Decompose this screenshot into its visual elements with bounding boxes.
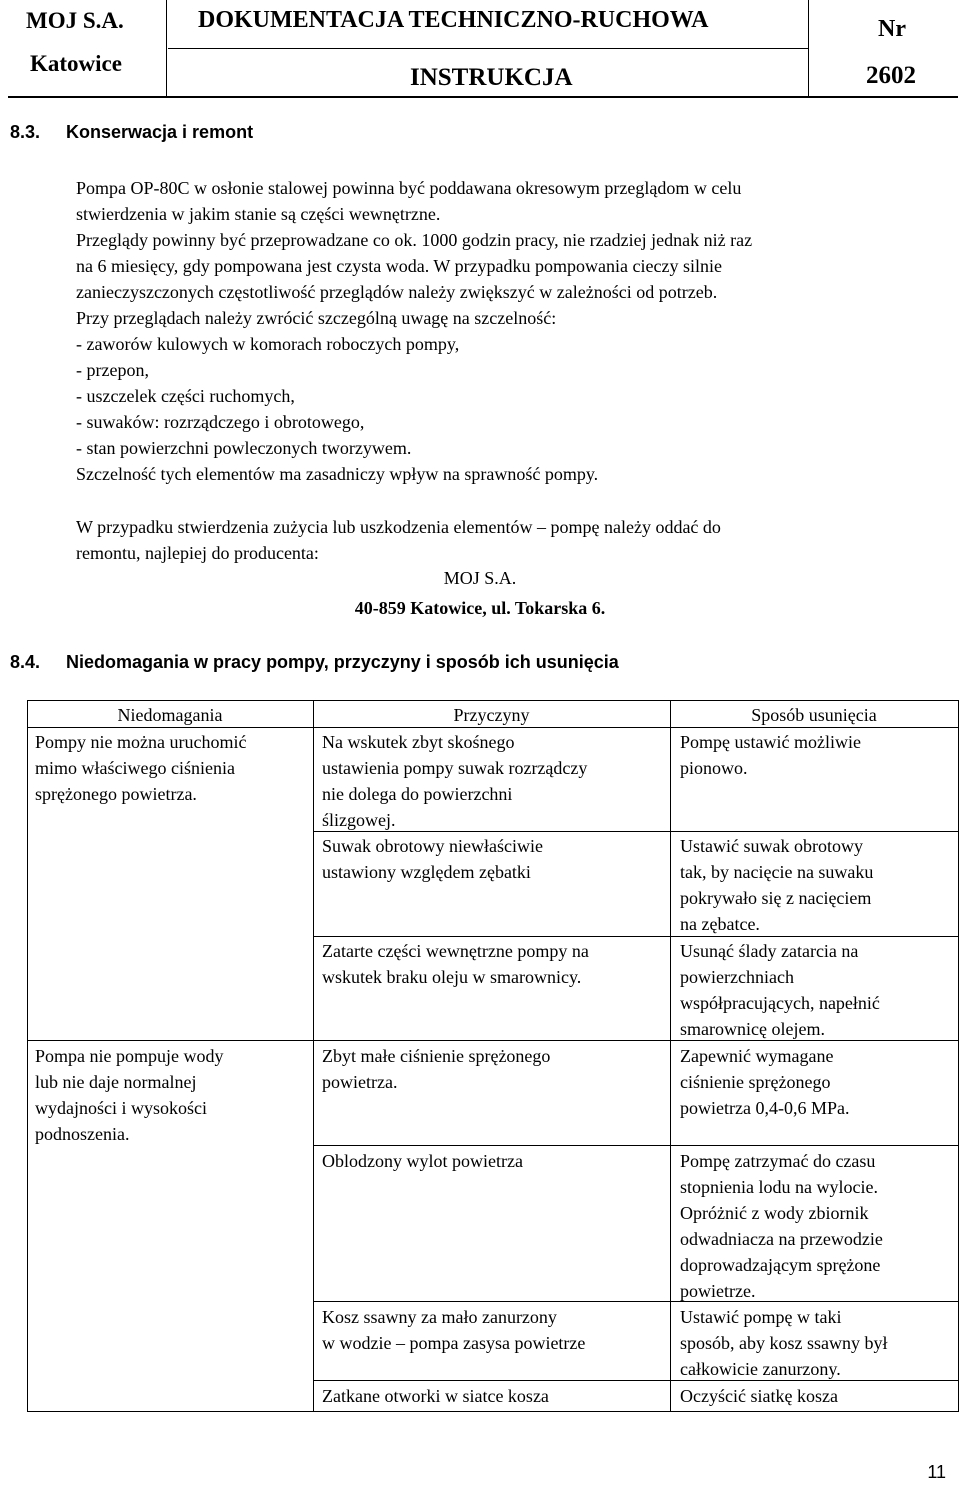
maintenance-paragraph bbox=[76, 175, 950, 487]
text-line: - suwaków: rozrządczego i obrotowego, bbox=[76, 412, 365, 432]
header-doc-type: INSTRUKCJA bbox=[410, 64, 573, 91]
cell-line: całkowicie zanurzony. bbox=[680, 1359, 841, 1379]
column-header: Przyczyny bbox=[453, 705, 530, 725]
cell-line: Zbyt małe ciśnienie sprężonego bbox=[322, 1046, 551, 1066]
text-line: na 6 miesięcy, gdy pompowana jest czysta woda. W przypadku pompowania cieczy silnie bbox=[76, 256, 722, 276]
cell-line: współpracujących, napełnić bbox=[680, 993, 880, 1013]
cell-line: sprężonego powietrza. bbox=[35, 784, 197, 804]
header-nr-label: Nr bbox=[878, 16, 906, 42]
table-border bbox=[670, 700, 671, 1412]
text-line: W przypadku stwierdzenia zużycia lub uszkodzenia elementów – pompę należy oddać do bbox=[76, 517, 721, 537]
cell-line: Pompa nie pompuje wody bbox=[35, 1046, 224, 1066]
table-border bbox=[27, 1411, 959, 1412]
cause-cell bbox=[322, 729, 587, 833]
column-header: Niedomagania bbox=[117, 705, 223, 725]
cause-cell bbox=[322, 1304, 585, 1356]
text-line: - stan powierzchni powleczonych tworzywem. bbox=[76, 438, 412, 458]
table-border bbox=[27, 700, 28, 1412]
cell-line: doprowadzającym sprężone bbox=[680, 1255, 881, 1275]
text-line: Pompa OP-80C w osłonie stalowej powinna być poddawana okresowym przeglądom w celu bbox=[76, 178, 742, 198]
cell-line: tak, by nacięcie na suwaku bbox=[680, 862, 874, 882]
cell-line: Pompy nie można uruchomić bbox=[35, 732, 247, 752]
text-line: remontu, najlepiej do producenta: bbox=[76, 543, 319, 563]
cell-line: Suwak obrotowy niewłaściwie bbox=[322, 836, 543, 856]
header-city: Katowice bbox=[30, 51, 122, 76]
cell-line: sposób, aby kosz ssawny był bbox=[680, 1333, 888, 1353]
cause-cell bbox=[322, 833, 543, 885]
cell-line: ustawienia pompy suwak rozrządczy bbox=[322, 758, 588, 778]
header-nr-value: 2602 bbox=[866, 62, 916, 89]
cell-line: wydajności i wysokości bbox=[35, 1098, 207, 1118]
cell-line: Pompę ustawić możliwie bbox=[680, 732, 861, 752]
solution-cell bbox=[680, 1043, 849, 1121]
cell-line: ciśnienie sprężonego bbox=[680, 1072, 831, 1092]
section-title: Niedomagania w pracy pompy, przyczyny i sposób ich usunięcia bbox=[66, 652, 619, 672]
header-number-cell bbox=[810, 0, 958, 96]
page-number: 11 bbox=[927, 1462, 946, 1482]
cell-line: stopnienia lodu na wylocie. bbox=[680, 1177, 878, 1197]
cell-line: smarownicę olejem. bbox=[680, 1019, 825, 1039]
cell-line: ustawiony względem zębatki bbox=[322, 862, 531, 882]
table-border bbox=[958, 700, 959, 1412]
table-border bbox=[313, 700, 314, 1412]
header-divider bbox=[168, 48, 808, 49]
cell-line: Zapewnić wymagane bbox=[680, 1046, 834, 1066]
table-border bbox=[27, 727, 959, 728]
cell-line: powietrza 0,4-0,6 MPa. bbox=[680, 1098, 850, 1118]
cell-line: Zatarte części wewnętrzne pompy na bbox=[322, 941, 589, 961]
cell-line: ślizgowej. bbox=[322, 810, 396, 830]
text-line: Przy przeglądach należy zwrócić szczególną uwagę na szczelność: bbox=[76, 308, 557, 328]
cell-line: nie dolega do powierzchni bbox=[322, 784, 513, 804]
solution-cell bbox=[680, 729, 861, 781]
problem-cell bbox=[35, 1043, 223, 1147]
header-company-cell bbox=[8, 0, 167, 96]
cell-line: Opróżnić z wody zbiornik bbox=[680, 1203, 869, 1223]
cause-cell bbox=[322, 1383, 549, 1409]
address-company: MOJ S.A. bbox=[443, 568, 517, 588]
address-line: 40-859 Katowice, ul. Tokarska 6. bbox=[354, 598, 606, 618]
cell-line: Zatkane otworki w siatce kosza bbox=[322, 1386, 549, 1406]
cell-line: powierzchniach bbox=[680, 967, 794, 987]
text-line: zanieczyszczonych częstotliwość przeglądów należy zwiększyć w zależności od potrzeb. bbox=[76, 282, 718, 302]
text-line: - przepon, bbox=[76, 360, 149, 380]
section-number: 8.3. bbox=[10, 122, 41, 142]
document-header bbox=[8, 0, 958, 98]
cell-line: Na wskutek zbyt skośnego bbox=[322, 732, 515, 752]
solution-cell bbox=[680, 1148, 883, 1304]
cause-cell bbox=[322, 938, 589, 990]
text-line: Szczelność tych elementów ma zasadniczy wpływ na sprawność pompy. bbox=[76, 464, 599, 484]
cell-line: powietrze. bbox=[680, 1281, 756, 1301]
cell-line: powietrza. bbox=[322, 1072, 398, 1092]
cell-line: Oczyścić siatkę kosza bbox=[680, 1386, 838, 1406]
cell-line: Usunąć ślady zatarcia na bbox=[680, 941, 859, 961]
repair-paragraph bbox=[76, 514, 950, 566]
cell-line: wskutek braku oleju w smarownicy. bbox=[322, 967, 582, 987]
cell-line: Oblodzony wylot powietrza bbox=[322, 1151, 523, 1171]
cell-line: lub nie daje normalnej bbox=[35, 1072, 197, 1092]
troubleshooting-table bbox=[27, 700, 959, 1412]
cell-line: Kosz ssawny za mało zanurzony bbox=[322, 1307, 557, 1327]
cell-line: pokrywało się z nacięciem bbox=[680, 888, 872, 908]
section-title: Konserwacja i remont bbox=[66, 122, 254, 142]
cell-line: Ustawić pompę w taki bbox=[680, 1307, 842, 1327]
cause-cell bbox=[322, 1148, 523, 1174]
table-border bbox=[313, 1145, 959, 1146]
text-line: - uszczelek części ruchomych, bbox=[76, 386, 295, 406]
problem-cell bbox=[35, 729, 246, 807]
solution-cell bbox=[680, 1304, 888, 1382]
column-header: Sposób usunięcia bbox=[751, 705, 877, 725]
solution-cell bbox=[680, 1383, 838, 1409]
header-doc-title: DOKUMENTACJA TECHNICZNO-RUCHOWA bbox=[198, 7, 709, 33]
cell-line: podnoszenia. bbox=[35, 1124, 130, 1144]
text-line: - zaworów kulowych w komorach roboczych pompy, bbox=[76, 334, 460, 354]
cell-line: Pompę zatrzymać do czasu bbox=[680, 1151, 876, 1171]
solution-cell bbox=[680, 833, 873, 937]
text-line: Przeglądy powinny być przeprowadzane co ok. 1000 godzin pracy, nie rzadziej jednak niż raz bbox=[76, 230, 753, 250]
cause-cell bbox=[322, 1043, 550, 1095]
table-border bbox=[27, 700, 959, 701]
cell-line: pionowo. bbox=[680, 758, 748, 778]
cell-line: na zębatce. bbox=[680, 914, 760, 934]
cell-line: odwadniacza na przewodzie bbox=[680, 1229, 883, 1249]
text-line: stwierdzenia w jakim stanie są części wewnętrzne. bbox=[76, 204, 441, 224]
cell-line: mimo właściwego ciśnienia bbox=[35, 758, 235, 778]
header-company: MOJ S.A. bbox=[26, 8, 124, 33]
cell-line: w wodzie – pompa zasysa powietrze bbox=[322, 1333, 586, 1353]
solution-cell bbox=[680, 938, 880, 1042]
section-number: 8.4. bbox=[10, 652, 41, 672]
cell-line: Ustawić suwak obrotowy bbox=[680, 836, 863, 856]
